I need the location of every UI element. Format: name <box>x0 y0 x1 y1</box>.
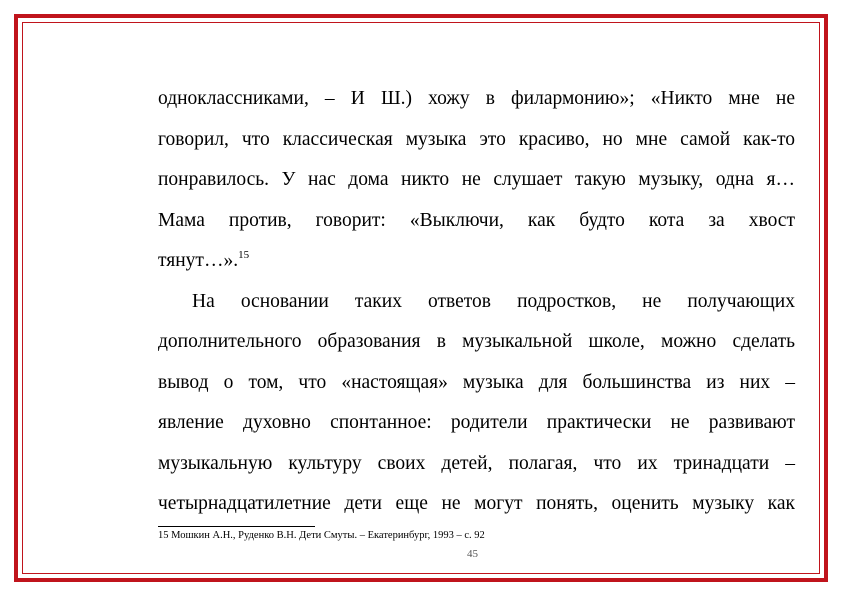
text-line: говорил, что классическая музыка это красиво, но мне самой как-то <box>158 128 795 150</box>
text-line: одноклассниками, – И Ш.) хожу в филармонию»; «Никто мне не <box>158 88 795 109</box>
page-number: 45 <box>467 548 478 560</box>
text-line: Мама против, говорит: «Выключи, как будто кота за хвост <box>158 209 795 231</box>
footnote-reference[interactable]: 15 <box>238 249 250 261</box>
text-line: дополнительного образования в музыкальной школе, можно сделать <box>158 331 795 352</box>
text-line: музыкальную культуру своих детей, полагая, что их тринадцати – <box>158 452 795 474</box>
text-line: понравилось. У нас дома никто не слушает такую музыку, одна я… <box>158 169 795 190</box>
text-line: четырнадцатилетние дети еще не могут понять, оценить музыку как <box>158 493 795 514</box>
footnote-separator <box>158 526 315 527</box>
body-text <box>158 82 795 528</box>
text-line: явление духовно спонтанное: родители практически не развивают <box>158 412 795 433</box>
paragraph-start-line: На основании таких ответов подростков, не получающих <box>192 290 795 312</box>
footnote: 15 Мошкин А.Н., Руденко В.Н. Дети Смуты. – Екатеринбург, 1993 – с. 92 <box>158 530 485 541</box>
text-line-last <box>158 244 795 285</box>
text-line: тянут…». <box>158 250 239 271</box>
text-line: вывод о том, что «настоящая» музыка для большинства из них – <box>158 371 795 393</box>
